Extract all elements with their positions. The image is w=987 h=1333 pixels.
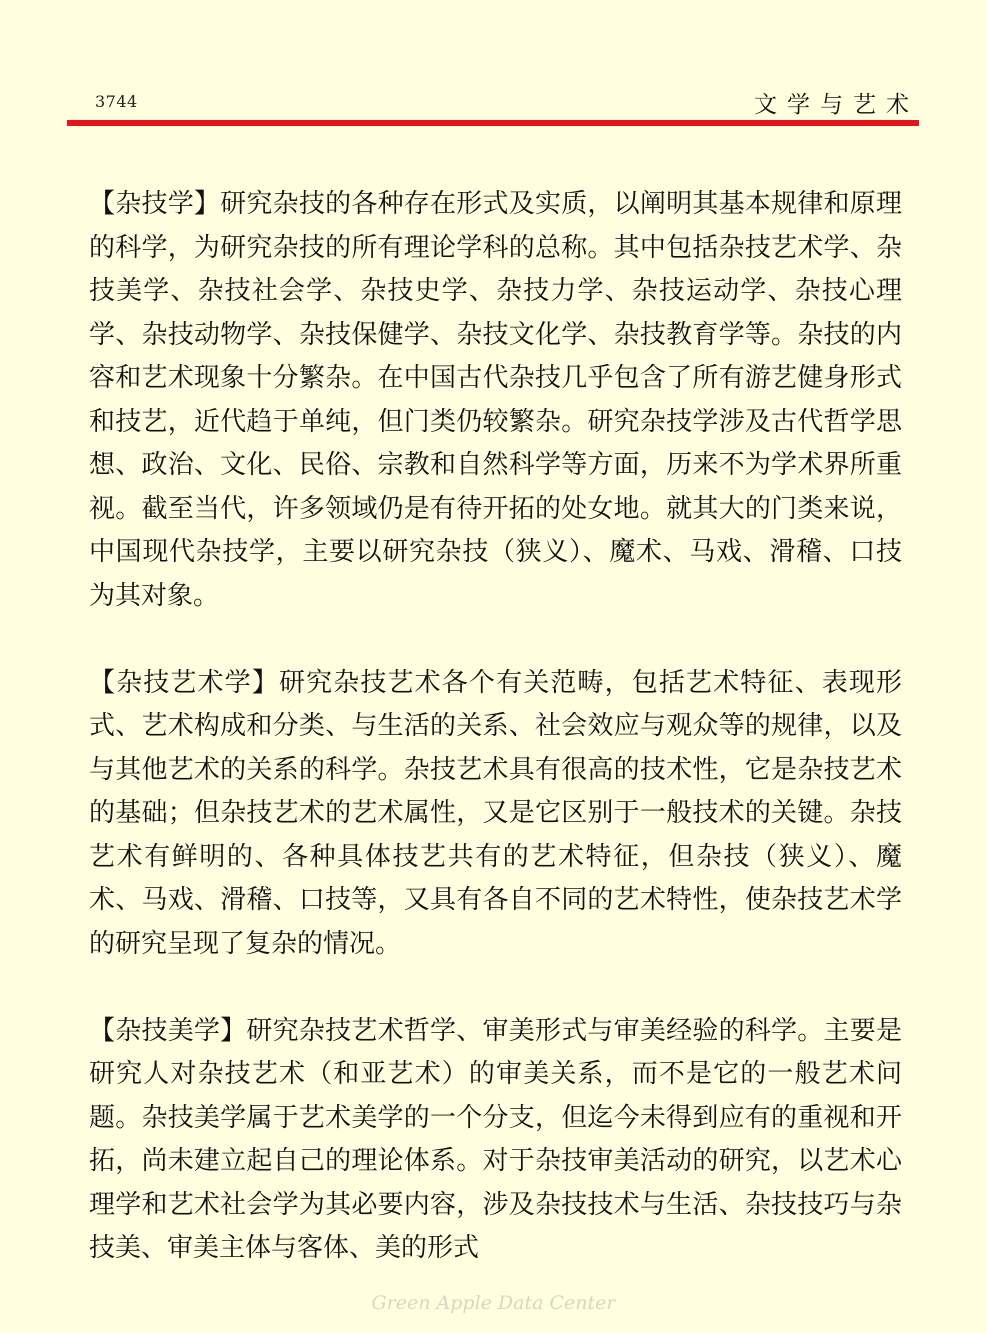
entry-term: 【杂技学】 — [89, 189, 221, 219]
section-title: 文学与艺术 — [754, 92, 919, 118]
entry-text: 研究杂技艺术哲学、审美形式与审美经验的科学。主要是研究人对杂技艺术（和亚艺术）的审美关系，而不是它的一般艺术问题。杂技美学属于艺术美学的一个分支，但迄今未得到应有的重视和开拓，尚未建立起自己的理论体系。对于杂技审美活动的研究，以艺术心理学和艺术社会学为其必要内容，涉及杂技技术与生活、杂技技巧与杂技美、审美主体与客体、美的形式 — [89, 1015, 902, 1263]
entry-zaji-meixue — [89, 1010, 902, 1271]
footer-watermark: Green Apple Data Center — [371, 1292, 616, 1314]
page-number: 3744 — [95, 92, 138, 111]
entry-zaji-xue — [89, 183, 902, 618]
entry-term: 【杂技艺术学】 — [89, 667, 279, 698]
entry-zaji-yishu-xue — [89, 662, 902, 967]
entry-term: 【杂技美学】 — [89, 1015, 247, 1046]
article-body — [89, 183, 902, 1314]
header-rule — [67, 120, 919, 126]
entry-text: 研究杂技的各种存在形式及实质，以阐明其基本规律和原理的科学，为研究杂技的所有理论学科的总称。其中包括杂技艺术学、杂技美学、杂技社会学、杂技史学、杂技力学、杂技运动学、杂技心理学、杂技动物学、杂技保健学、杂技文化学、杂技教育学等。杂技的内容和艺术现象十分繁杂。在中国古代杂技几乎包含了所有游艺健身形式和技艺，近代趋于单纯，但门类仍较繁杂。研究杂技学涉及古代哲学思想、政治、文化、民俗、宗教和自然科学等方面，历来不为学术界所重视。截至当代，许多领域仍是有待开拓的处女地。就其大的门类来说，中国现代杂技学，主要以研究杂技（狭义）、魔术、马戏、滑稽、口技为其对象。 — [89, 189, 902, 611]
entry-text: 研究杂技艺术各个有关范畴，包括艺术特征、表现形式、艺术构成和分类、与生活的关系、社会效应与观众等的规律，以及与其他艺术的关系的科学。杂技艺术具有很高的技术性，它是杂技艺术的基础；但杂技艺术的艺术属性，又是它区别于一般技术的关键。杂技艺术有鲜明的、各种具体技艺共有的艺术特征，但杂技（狭义）、魔术、马戏、滑稽、口技等，又具有各自不同的艺术特性，使杂技艺术学的研究呈现了复杂的情况。 — [89, 667, 902, 959]
